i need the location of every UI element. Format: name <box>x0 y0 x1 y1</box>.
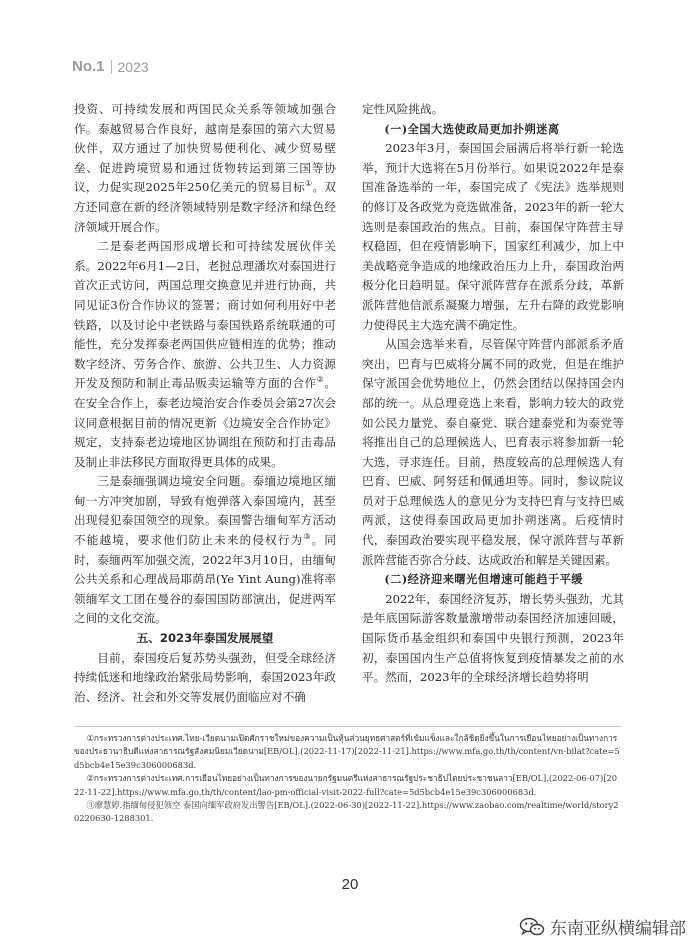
footnotes <box>74 732 622 826</box>
watermark <box>519 914 686 939</box>
issue-year: 2023 <box>117 58 149 75</box>
journal-header <box>72 58 149 75</box>
footnote: ①กระทรวงการต่างประเทศ.ไทย-เวียดนามเปิดศักราชใหม่ของความเป็นหุ้นส่วนยุทธศาสตร์ที่เข้มแข็งและใกล้ชิดยิ่งขึ้นในการเยือนไทยอย่างเป็นทางการของประธานาธิบดีแห่งสาธารณรัฐสังคมนิยมเวียดนาม[EB/OL].(2022-11-17)[2022-11-21].https://www.mfa.go.th/th/content/vn-bilat?cate=5d5bcb4e15e39c306000683d. <box>74 733 620 770</box>
paragraph: 投资、可持续发展和两国民众关系等领域加强合作。泰越贸易合作良好，越南是泰国的第六大贸易伙伴，双方通过了加快贸易便利化、减少贸易壁垒、促进跨境贸易和通过货物转运到第三国等协议，力促实现2025年250亿美元的贸易目标①。双方还同意在新的经济领域特别是数字经济和绿色经济领域开展合作。 <box>74 102 336 234</box>
paragraph: 目前，泰国疫后复苏势头强劲，但受全球经济持续低迷和地缘政治紧张局势影响，泰国2023年政治、经济、社会和外交等发展仍面临应对不确 <box>74 650 336 704</box>
subsection-heading: (一)全国大选使政局更加扑朔迷离 <box>384 121 560 136</box>
watermark-text: 东南亚纵横编辑部 <box>550 919 686 939</box>
footnote-marker[interactable]: ① <box>304 179 313 189</box>
page-number: 20 <box>341 876 359 893</box>
header-divider <box>111 60 112 74</box>
left-column <box>74 100 336 707</box>
footnote: ③廖慧婷.指缅甸侵犯领空 泰国向缅军政府发出警告[EB/OL].(2022-06-30)[2022-11-22].https://www.zaobao.com/realtime/world/story20220630-1288301. <box>74 800 619 824</box>
footnote-divider <box>74 726 622 727</box>
paragraph: 定性风险挑战。 <box>362 102 444 116</box>
paragraph: 2023年3月，泰国国会届满后将举行新一轮选举，预计大选将在5月份举行。如果说2022年是泰国准备选举的一年，泰国完成了《宪法》选举规则的修订及各政党为竞选做准备，2023年的新一轮大选则是泰国政治的焦点。目前，泰国保守阵营主导权稳固，但在疫情影响下，国家红利减少，加上中美战略竞争造成的地缘政治压力上升，泰国政治两极分化日趋明显。保守派阵营存在派系分歧，革新派阵营他信派系凝聚力增强，左升右降的政党影响力使得民主大选充满不确定性。 <box>362 141 624 332</box>
paragraph: 从国会选举来看，尽管保守阵营内部派系矛盾突出，巴育与巴威将分属不同的政党，但是在维护保守派国会优势地位上，仍然会团结以保持国会内部的统一。从总理竞选上来看，影响力较大的政党如公民力量党、泰自豪党、联合建泰党和为泰党等将推出自己的总理候选人，巴育表示将参加新一轮大选，寻求连任。目前，热度较高的总理候选人有巴育、巴威、阿努廷和佩通坦等。同时，参议院议员对于总理候选人的意见分为支持巴育与支持巴威两派，这使得泰国政局更加扑朔迷离。后疫情时代，泰国政治要实现平稳发展，保守派阵营与革新派阵营能否弥合分歧、达成政治和解是关键因素。 <box>362 337 624 567</box>
paragraph: 二是泰老两国形成增长和可持续发展伙伴关系。2022年6月1—2日，老挝总理潘坎对泰国进行首次正式访问，两国总理交换意见并进行协商，共同见证3份合作协议的签署；商讨如何利用好中老铁路，以及讨论中老铁路与泰国铁路系统联通的可能性，充分发挥泰老两国供应链相连的优势；推动数字经济、劳务合作、旅游、公共卫生、人力资源开发及预防和制止毒品贩卖运输等方面的合作②。在安全合作上，泰老边境治安合作委员会第27次会议同意根据目前的情况更新《边境安全合作协定》规定，支持泰老边境地区协调组在预防和打击毒品及制止非法移民方面取得更具体的成果。 <box>74 239 336 469</box>
issue-number: No.1 <box>72 58 105 75</box>
section-heading: 五、2023年泰国发展展望 <box>136 631 274 646</box>
wechat-icon <box>519 917 545 937</box>
footnote-marker[interactable]: ③ <box>303 532 312 542</box>
paragraph: 2022年，泰国经济复苏，增长势头强劲，尤其是年底国际游客数量激增带动泰国经济加速回暖，国际货币基金组织和泰国中央银行预测，2023年初，泰国国内生产总值将恢复到疫情暴发之前的水平。然而，2023年的全球经济增长趋势将明 <box>362 591 624 685</box>
subsection-heading: (二)经济迎来曙光但增速可能趋于平缓 <box>384 572 583 587</box>
paragraph: 三是泰缅强调边境安全问题。泰缅边境地区缅甸一方冲突加剧，导致有炮弹落入泰国境内，甚至出现侵犯泰国领空的现象。泰国警告缅甸军方活动不能越境，要求他们防止未来的侵权行为③。同时，泰缅两军加强交流，2022年3月10日，由缅甸公共关系和心理战局耶荫昂(Ye Yint Aung)准将率领缅军文工团在曼谷的泰国国防部演出，促进两军之间的文化交流。 <box>74 474 336 626</box>
right-column <box>362 100 624 688</box>
footnote-marker[interactable]: ② <box>316 375 325 385</box>
footnote: ②กระทรวงการต่างประเทศ.การเยือนไทยอย่างเป็นทางการของนายกรัฐมนตรีแห่งสาธารณรัฐประชาธิปไตยประชาชนลาว[EB/OL].(2022-06-07)[2022-11-22].https://www.mfa.go.th/th/content/lao-pm-official-visit-2022-full?cate=5d5bcb4e15e39c306000683d. <box>74 773 618 797</box>
